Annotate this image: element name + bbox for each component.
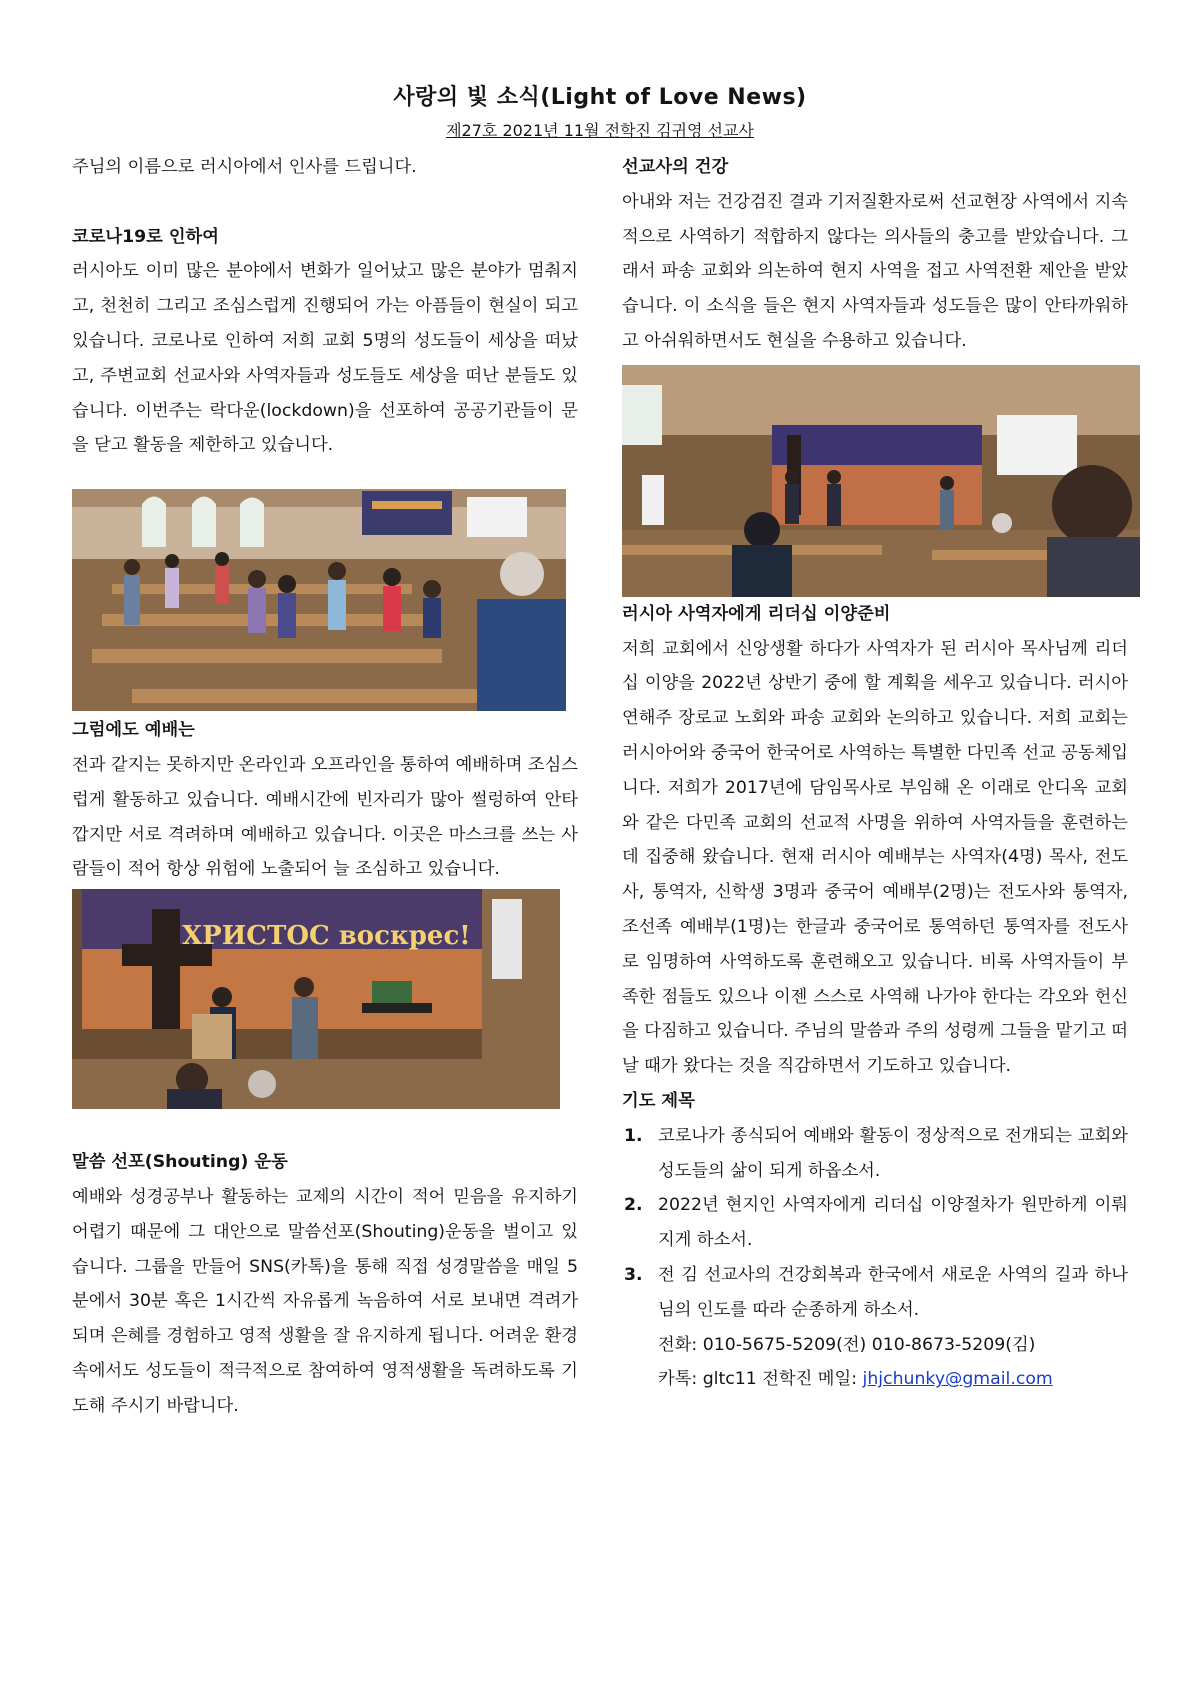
prayer-item	[622, 1258, 1128, 1328]
shouting-paragraph: 예배와 성경공부나 활동하는 교제의 시간이 적어 믿음을 유지하기 어렵기 때문에 그 대안으로 말씀선포(Shouting)운동을 벌이고 있습니다. 그룹을 만들어 SNS(카톡)을 통해 직접 성경말씀을 매일 5분에서 30분 혹은 1시간씩 자유롭게 녹음하여 서로 보내면 격려가 되며 은혜를 경험하고 영적 생활을 잘 유지하게 됩니다. 어려운 환경속에서도 성도들이 적극적으로 참여하여 영적생활을 독려하도록 기도해 주시기 바랍니다.	[72, 1186, 578, 1416]
prayer-text: 2022년 현지인 사역자에게 리더십 이양절차가 원만하게 이뤄지게 하소서.	[658, 1195, 1128, 1251]
issue-line	[0, 118, 1200, 141]
newsletter-title: 사랑의 빛 소식(Light of Love News)	[393, 85, 807, 110]
prayer-text: 코로나가 종식되어 예배와 활동이 정상적으로 전개되는 교회와 성도들의 삶이 되게 하옵소서.	[658, 1125, 1128, 1181]
worship-heading: 그럼에도 예배는	[72, 720, 195, 741]
photo-congregation-standing	[72, 489, 566, 711]
leadership-paragraph: 저희 교회에서 신앙생활 하다가 사역자가 된 러시아 목사님께 리더십 이양을 2022년 상반기 중에 할 계획을 세우고 있습니다. 러시아 연해주 장로교 노회와 파송 교회와 논의하고 있습니다. 저희 교회는 러시아어와 중국어 한국어로 사역하는 특별한 다민족 선교 공동체입니다. 저희가 2017년에 담임목사로 부임해 온 이래로 안디옥 교회와 같은 다민족 교회의 선교적 사명을 위하여 사역자들을 훈련하는데 집중해 왔습니다. 현재 러시아 예배부는 사역자(4명) 목사, 전도사, 통역자, 신학생 3명과 중국어 예배부(2명)는 전도사와 통역자, 조선족 예배부(1명)는 한글과 중국어로 통역하던 통역자를 전도사로 임명하여 사역하도록 훈련해오고 있습니다. 비록 사역자들이 부족한 점들도 있으나 이젠 스스로 사역해 나가야 한다는 각오와 헌신을 다짐하고 있습니다. 주님의 말씀과 주의 성령께 그들을 맡기고 떠날 때가 왔다는 것을 직감하면서 기도하고 있습니다.	[622, 638, 1128, 1077]
leadership-heading: 러시아 사역자에게 리더십 이양준비	[622, 603, 891, 624]
banner-text: ХРИСТОС воскрес!	[182, 921, 471, 952]
contact-line	[622, 1362, 1128, 1397]
photo-preaching-banner	[72, 889, 560, 1109]
email-link[interactable]: jhjchunky@gmail.com	[862, 1369, 1053, 1390]
worship-paragraph: 전과 같지는 못하지만 온라인과 오프라인을 통하여 예배하며 조심스럽게 활동하고 있습니다. 예배시간에 빈자리가 많아 썰렁하여 안타깝지만 서로 격려하며 예배하고 있습니다. 이곳은 마스크를 쓰는 사람들이 적어 항상 위험에 노출되어 늘 조심하고 있습니다.	[72, 754, 578, 880]
prayer-number: 1.	[624, 1125, 643, 1146]
left-column	[72, 150, 578, 1424]
prayer-item	[622, 1119, 1128, 1189]
prayer-text: 전 김 선교사의 건강회복과 한국에서 새로운 사역의 길과 하나님의 인도를 따라 순종하게 하소서.	[658, 1264, 1128, 1320]
right-column	[622, 150, 1128, 1397]
prayer-list	[622, 1119, 1128, 1328]
health-heading: 선교사의 건강	[622, 157, 729, 177]
shouting-heading: 말씀 선포(Shouting) 운동	[72, 1152, 288, 1173]
prayer-title: 기도 제목	[622, 1090, 695, 1111]
prayer-number: 2.	[624, 1195, 643, 1216]
greeting: 주님의 이름으로 러시아에서 인사를 드립니다.	[72, 157, 417, 177]
kakao-id: 카톡: gltc11 전학진 메일:	[658, 1369, 863, 1390]
phone-line: 전화: 010-5675-5209(전) 010-8673-5209(김)	[658, 1334, 1036, 1355]
photo-worship-service	[622, 365, 1140, 597]
issue-subtitle: 제27호 2021년 11월 전학진 김귀영 선교사	[446, 121, 754, 140]
prayer-item	[622, 1188, 1128, 1258]
health-paragraph: 아내와 저는 건강검진 결과 기저질환자로써 선교현장 사역에서 지속적으로 사역하기 적합하지 않다는 의사들의 충고를 받았습니다. 그래서 파송 교회와 의논하여 현지 사역을 접고 사역전환 제안을 받았습니다. 이 소식을 들은 현지 사역자들과 성도들은 많이 안타까워하고 아쉬워하면서도 현실을 수용하고 있습니다.	[622, 191, 1128, 351]
prayer-number: 3.	[624, 1264, 643, 1285]
covid-heading: 코로나19로 인하여	[72, 226, 219, 247]
covid-paragraph: 러시아도 이미 많은 분야에서 변화가 일어났고 많은 분야가 멈춰지고, 천천히 그리고 조심스럽게 진행되어 가는 아픔들이 현실이 되고 있습니다. 코로나로 인하여 저희 교회 5명의 성도들이 세상을 떠났고, 주변교회 선교사와 사역자들과 성도들도 세상을 떠난 분들도 있습니다. 이번주는 락다운(lockdown)을 선포하여 공공기관들이 문을 닫고 활동을 제한하고 있습니다.	[72, 261, 578, 456]
